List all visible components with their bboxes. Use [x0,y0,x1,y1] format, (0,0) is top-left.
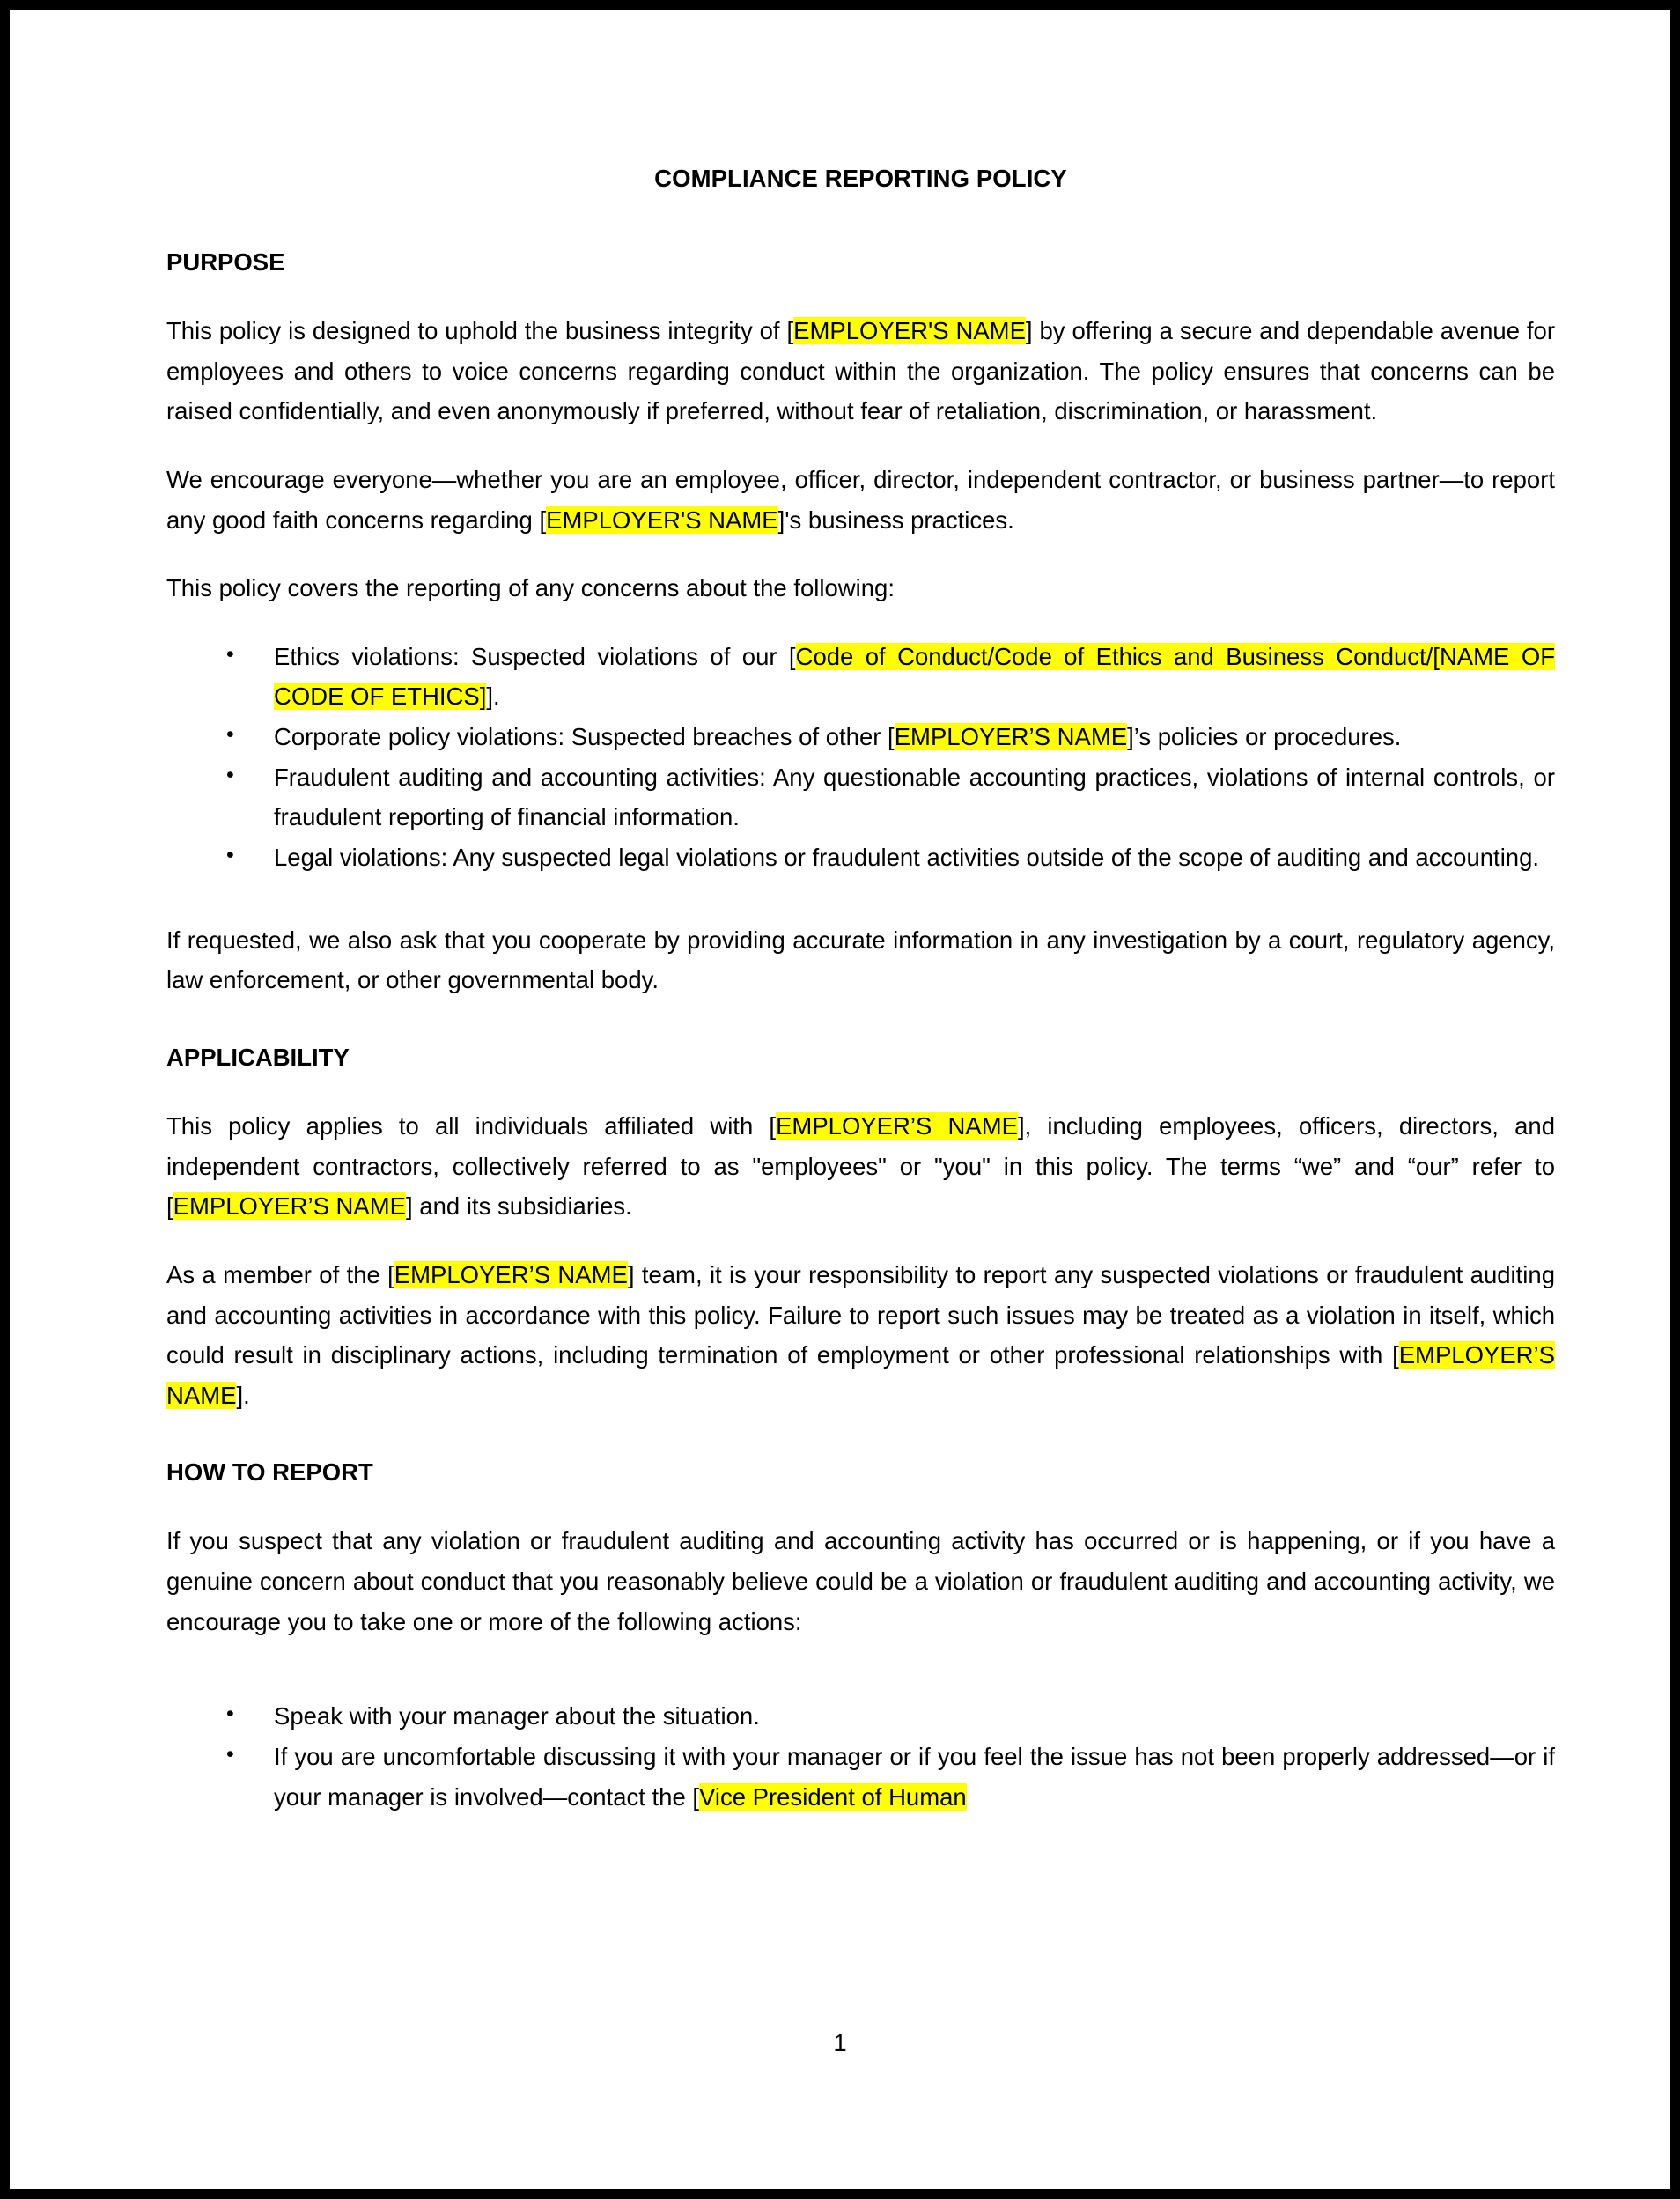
bullet-icon: • [226,762,234,787]
spacer [166,906,1555,920]
applicability-p1-mid: ], including employees, officers, directors, and independent contractors, collectively referred to as "employees" or "you" in this policy. The terms “we” and “our” refer to [ [166,1111,1555,1221]
bullet-icon: • [226,1701,234,1727]
section-heading-purpose: PURPOSE [166,248,285,276]
how-to-report-bullet-list [166,1696,1555,1817]
bullet-text-after: ]. [486,683,500,711]
section-heading-applicability: APPLICABILITY [166,1043,350,1071]
purpose-paragraph-2 [166,460,1555,540]
placeholder-employer-name: EMPLOYER’S NAME [776,1111,1018,1140]
placeholder-vice-president-hr: Vice President of Human [699,1782,967,1811]
spacer [166,1029,1555,1043]
applicability-p2-after: ]. [236,1381,250,1409]
bullet-text-before: Corporate policy violations: Suspected breaches of other [ [274,723,895,751]
purpose-paragraph-4: If requested, we also ask that you cooperate by providing accurate information in any investigation by a court, regulatory agency, law enforcement, or other governmental body. [166,926,1555,994]
spacer [166,1670,1555,1696]
bullet-icon: • [226,843,234,868]
applicability-paragraph-1 [166,1106,1555,1227]
placeholder-employer-name: EMPLOYER’S NAME [173,1192,407,1221]
page-content-area [10,10,1670,2189]
bullet-icon: • [226,641,234,667]
how-to-report-paragraph-1: If you suspect that any violation or fraudulent auditing and accounting activity has occurred or is happening, or if you have a genuine concern about conduct that you reasonably believe could be a violation or fraudulent auditing and accounting activity, we encourage you to take one or more of the following actions: [166,1527,1555,1635]
applicability-p2-mid: ] team, it is your responsibility to report any suspected violations or fraudulent auditing and accounting activities in accordance with this policy. Failure to report such issues may be treated as a violation in itself, which could result in disciplinary actions, including termination of employment or other professional relationships with [ [166,1260,1555,1369]
purpose-p2-after: ]'s business practices. [777,505,1014,534]
applicability-p2-before: As a member of the [ [166,1260,394,1288]
section-heading-how-to-report: HOW TO REPORT [166,1458,373,1487]
spacer [166,1443,1555,1457]
placeholder-code-of-ethics: Code of Conduct/Code of Ethics and Business Conduct/[NAME OF CODE OF ETHICS] [274,642,1556,711]
placeholder-employer-name: EMPLOYER'S NAME [546,505,778,534]
list-item [166,1696,1555,1737]
placeholder-employer-name: EMPLOYER’S NAME [894,723,1128,751]
bullet-text-after: ]’s policies or procedures. [1127,723,1402,751]
purpose-p2-before: We encourage everyone—whether you are an employee, officer, director, independent contractor, or business partner—to report any good faith concerns regarding [ [166,465,1555,534]
placeholder-employer-name: EMPLOYER’S NAME [166,1341,1555,1409]
bullet-text-before: If you are uncomfortable discussing it with your manager or if you feel the issue has not been properly addressed—or if your manager is involved—contact the [ [274,1743,1555,1811]
purpose-p1-after: ] by offering a secure and dependable avenue for employees and others to voice concerns regarding conduct within the organization. The policy ensures that concerns can be raised confidentially, and even anonymously if preferred, without fear of retaliation, discrimination, or harassment. [166,317,1556,425]
list-item [166,637,1555,717]
applicability-p1-before: This policy applies to all individuals affiliated with [ [166,1111,777,1140]
list-item [166,757,1555,838]
bullet-icon: • [226,1742,234,1767]
bullet-text-before: Legal violations: Any suspected legal violations or fraudulent activities outside of the scope of auditing and accounting. [274,844,1540,872]
list-item [166,838,1555,878]
purpose-p1-before: This policy is designed to uphold the business integrity of [ [166,317,794,344]
purpose-paragraph-3: This policy covers the reporting of any concerns about the following: [166,574,895,602]
bullet-text-before: Fraudulent auditing and accounting activities: Any questionable accounting practices, violations of internal controls, or fraudulent reporting of financial information. [274,763,1555,831]
placeholder-employer-name: EMPLOYER'S NAME [793,317,1026,344]
bullet-text-before: Speak with your manager about the situation. [274,1702,760,1730]
bullet-icon: • [226,722,234,748]
page-title: COMPLIANCE REPORTING POLICY [654,165,1067,192]
purpose-paragraph-1 [166,311,1555,432]
page-number: 1 [833,2029,847,2056]
applicability-p1-after: ] and its subsidiaries. [406,1192,632,1221]
bullet-text-before: Ethics violations: Suspected violations of our [ [274,642,796,670]
list-item [166,1737,1555,1817]
list-item [166,717,1555,757]
placeholder-employer-name: EMPLOYER’S NAME [394,1260,628,1288]
purpose-bullet-list [166,637,1555,878]
applicability-paragraph-2 [166,1255,1555,1416]
